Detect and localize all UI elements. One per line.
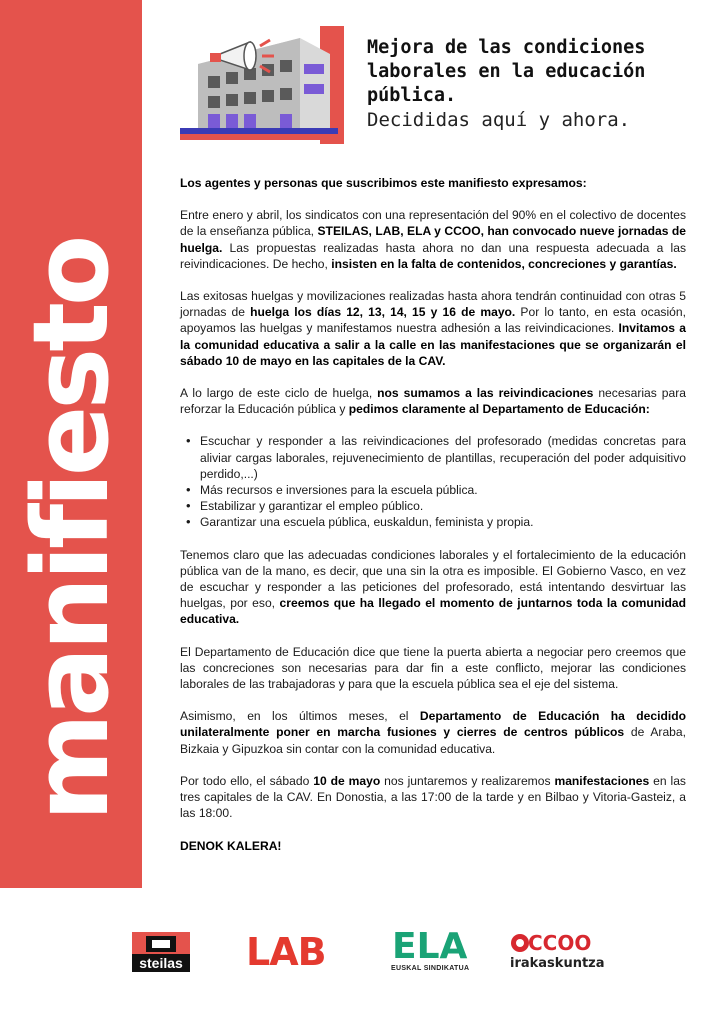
text-run: Tenemos claro que las adecuadas condiciones laborales y el fortalecimiento de la educación pública van de la mano, es decir, que una sin la otra es imposible. El Gobierno Vasco, en vez de escuchar y responder a las peticiones del profesorado, está intentando desvirtuar las huelgas, por eso, <box>180 547 686 611</box>
lab-logo: LAB <box>246 930 326 974</box>
bold-text: Invitamos a la comunidad educativa a salir a la calle en las manifestaciones que se organizarán el sábado 10 de mayo en las capitales de la CAV. <box>180 321 686 368</box>
list-item: • Escuchar y responder a las reivindicaciones del profesorado (medidas concretas para aliviar cargas laborales, rejuvenecimiento de plantillas, recuperación del poder adquisitivo perdido,...) <box>200 433 686 482</box>
manifesto-body <box>180 175 686 870</box>
text-run: en las tres capitales de la CAV. En Donostia, a las 17:00 de la tarde y en Bilbao y Vitoria-Gasteiz, a las 18:00. <box>180 773 686 821</box>
paragraph-3 <box>180 385 686 417</box>
text-run: de Araba, Bizkaia y Gipuzkoa sin contar con la comunidad educativa. <box>180 725 686 756</box>
paragraph-1 <box>180 207 686 272</box>
bold-text: manifestaciones <box>554 773 650 788</box>
list-item: • Estabilizar y garantizar el empleo público. <box>200 498 686 514</box>
closing-text: DENOK KALERA! <box>180 838 282 853</box>
closing-paragraph <box>180 838 686 854</box>
text-run: Las propuestas realizadas hasta ahora no dan una respuesta adecuada a las reivindicaciones. De hecho, <box>180 240 686 271</box>
union-logos <box>110 922 614 984</box>
text-run: nos juntaremos y realizaremos <box>380 773 555 788</box>
text-run: El Departamento de Educación dice que tiene la puerta abierta a negociar pero creemos que las concreciones son necesarias para dar fin a este conflicto, mejorar las condiciones laborales de las trabajadoras y para que la escuela pública sea el eje del sistema. <box>180 644 686 692</box>
intro-paragraph <box>180 175 686 191</box>
side-band <box>0 0 142 888</box>
bold-text: 10 de mayo <box>313 773 381 788</box>
ela-label: ELA <box>392 926 468 967</box>
bold-text: nos sumamos a las reivindicaciones <box>377 386 594 401</box>
bold-text: insisten en la falta de contenidos, concreciones y garantías. <box>331 256 677 271</box>
text-run: Entre enero y abril, los sindicatos con una representación del 90% en el colectivo de docentes de la enseñanza pública, <box>180 208 686 239</box>
steilas-label: steilas <box>132 954 190 972</box>
ela-subtitle: EUSKAL SINDIKATUA <box>391 965 470 972</box>
headline-title: Mejora de las condiciones laborales en la educación pública. <box>367 37 646 106</box>
paragraph-7 <box>180 773 686 822</box>
headline-block <box>367 36 697 132</box>
paragraph-5 <box>180 644 686 693</box>
paragraph-6 <box>180 708 686 757</box>
text-run: necesarias para reforzar la Educación pública y <box>180 386 686 417</box>
paragraph-2 <box>180 288 686 369</box>
text-run: Por lo tanto, en esta ocasión, apoyamos las huelgas y manifestamos nuestra adhesión a las reivindicaciones. <box>180 305 686 336</box>
bold-text: creemos que ha llegado el momento de juntarnos toda la comunidad educativa. <box>180 596 686 627</box>
ccoo-label: CCOO <box>528 931 592 955</box>
school-building-illustration <box>180 24 356 148</box>
bold-text: Departamento de Educación ha decidido unilateralmente poner en marcha fusiones y cierres de centros públicos <box>180 709 686 740</box>
text-run: Las exitosas huelgas y movilizaciones realizadas hasta ahora tendrán continuidad con otras 5 jornadas de <box>180 289 686 320</box>
text-run: A lo largo de este ciclo de huelga, <box>180 386 378 401</box>
side-title: manifiesto <box>10 238 132 822</box>
list-item: • Garantizar una escuela pública, euskaldun, feminista y propia. <box>200 514 686 530</box>
ccoo-star-icon <box>510 932 530 954</box>
bold-text: STEILAS, LAB, ELA y CCOO, han convocado nueve jornadas de huelga. <box>180 224 686 255</box>
demands-list <box>180 433 686 530</box>
list-item: • Más recursos e inversiones para la escuela pública. <box>200 482 686 498</box>
text-run: Por todo ello, el sábado <box>180 773 314 788</box>
bold-text: huelga los días 12, 13, 14, 15 y 16 de mayo. <box>250 305 516 320</box>
bold-text: pedimos claramente al Departamento de Educación: <box>348 402 650 417</box>
headline-subtitle: Decididas aquí y ahora. <box>367 109 631 131</box>
paragraph-4 <box>180 547 686 628</box>
text-run: Asimismo, en los últimos meses, el <box>180 709 420 724</box>
ccoo-subtitle: irakaskuntza <box>510 956 605 971</box>
intro-text: Los agentes y personas que suscribimos este manifiesto expresamos: <box>180 176 587 190</box>
